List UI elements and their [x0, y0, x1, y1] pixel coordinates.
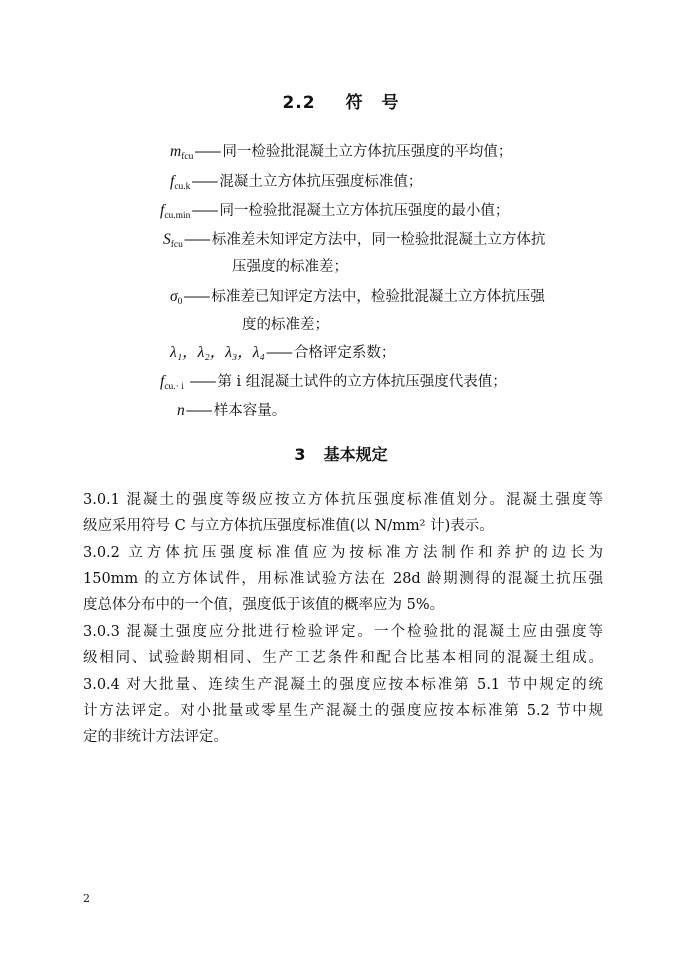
symbol-entry-sfcu [163, 230, 545, 255]
clause-line: 3.0.4 对大批量、连续生产混凝土的强度应按本标准第 5.1 节中规定的统 [83, 677, 603, 693]
symbol-variable: σ [170, 288, 178, 305]
clause-line: 定的非统计方法评定。 [83, 729, 228, 746]
section-title: 基本规定 [323, 445, 388, 464]
clause-line: 计方法评定。对小批量或零星生产混凝土的强度应按本标准第 5.2 节中规 [83, 703, 603, 720]
symbol-description: 标准差已知评定方法中，检验批混凝土立方体抗压强 [211, 289, 545, 305]
clause-line: 3.0.2 立方体抗压强度标准值应为按标准方法制作和养护的边长为 [83, 545, 603, 561]
clause-line: 级相同、试验龄期相同、生产工艺条件和配合比基本相同的混凝土组成。 [83, 650, 603, 667]
symbol-dash: —— [191, 203, 217, 219]
clause-3-0-4 [83, 672, 603, 751]
symbol-description: 同一检验批混凝土立方体抗压强度的平均值； [222, 144, 513, 160]
symbol-entry-fcuk [170, 172, 422, 197]
symbol-entry-mfcu [170, 142, 512, 167]
symbol-entry-fcumin [160, 201, 509, 226]
symbol-variable: λ₁，λ₂，λ₃，λ₄ [170, 344, 265, 361]
symbol-dash: —— [265, 345, 291, 361]
page-number: 2 [83, 892, 90, 905]
symbol-entry-n [177, 401, 286, 421]
symbol-subscript: cu.· i [164, 382, 184, 392]
symbol-variable: S [163, 231, 171, 248]
symbol-description-continuation: 度的标准差； [242, 317, 329, 333]
symbol-description-continuation: 压强度的标准差； [232, 259, 348, 275]
symbol-variable: m [170, 143, 182, 160]
clause-3-0-3 [83, 619, 603, 671]
symbol-subscript: cu.min [164, 211, 191, 221]
clause-line: 150mm 的立方体试件，用标准试验方法在 28d 龄期测得的混凝土抗压强 [83, 571, 603, 588]
symbol-dash: —— [183, 289, 209, 305]
section-number: 3 [294, 445, 306, 464]
symbol-dash: —— [191, 174, 217, 190]
symbol-subscript: 0 [177, 297, 183, 307]
symbol-variable: n [177, 402, 185, 419]
symbol-variable: f [160, 202, 165, 219]
symbol-variable: f [170, 173, 175, 190]
clause-3-0-2 [83, 540, 603, 619]
symbol-description: 同一检验批混凝土立方体抗压强度的最小值； [219, 203, 510, 219]
clause-line: 3.0.1 混凝土的强度等级应按立方体抗压强度标准值划分。混凝土强度等 [83, 492, 603, 508]
symbol-dash: —— [185, 403, 211, 419]
clause-3-0-1 [83, 487, 603, 539]
section-2-2-heading [0, 88, 682, 113]
symbol-variable: f [160, 373, 165, 390]
symbol-description: 第 i 组混凝土试件的立方体抗压强度代表值； [217, 374, 507, 390]
section-number: 2.2 [282, 93, 316, 113]
symbol-dash: —— [183, 232, 209, 248]
section-3-heading [0, 442, 682, 465]
symbol-subscript: cu.k [174, 182, 191, 192]
symbol-description: 样本容量。 [213, 403, 287, 419]
symbol-description: 标准差未知评定方法中，同一检验批混凝土立方体抗 [211, 232, 546, 248]
section-title: 符 号 [345, 93, 400, 113]
symbol-description: 混凝土立方体抗压强度标准值； [219, 174, 423, 190]
symbol-dash: —— [189, 374, 215, 390]
symbol-dash: —— [194, 144, 220, 160]
symbol-entry-sigma0 [170, 287, 545, 312]
symbol-description: 合格评定系数； [293, 345, 396, 361]
clause-line: 度总体分布中的一个值，强度低于该值的概率应为 5%。 [83, 597, 445, 614]
symbol-entry-fcui [160, 372, 507, 397]
symbol-subscript: fcu [181, 152, 194, 162]
clause-line: 3.0.3 混凝土强度应分批进行检验评定。一个检验批的混凝土应由强度等 [83, 624, 603, 640]
symbol-entry-lambda [170, 343, 395, 363]
symbol-subscript: fcu [170, 240, 183, 250]
clause-line: 级应采用符号 C 与立方体抗压强度标准值(以 N/mm² 计)表示。 [83, 518, 494, 535]
